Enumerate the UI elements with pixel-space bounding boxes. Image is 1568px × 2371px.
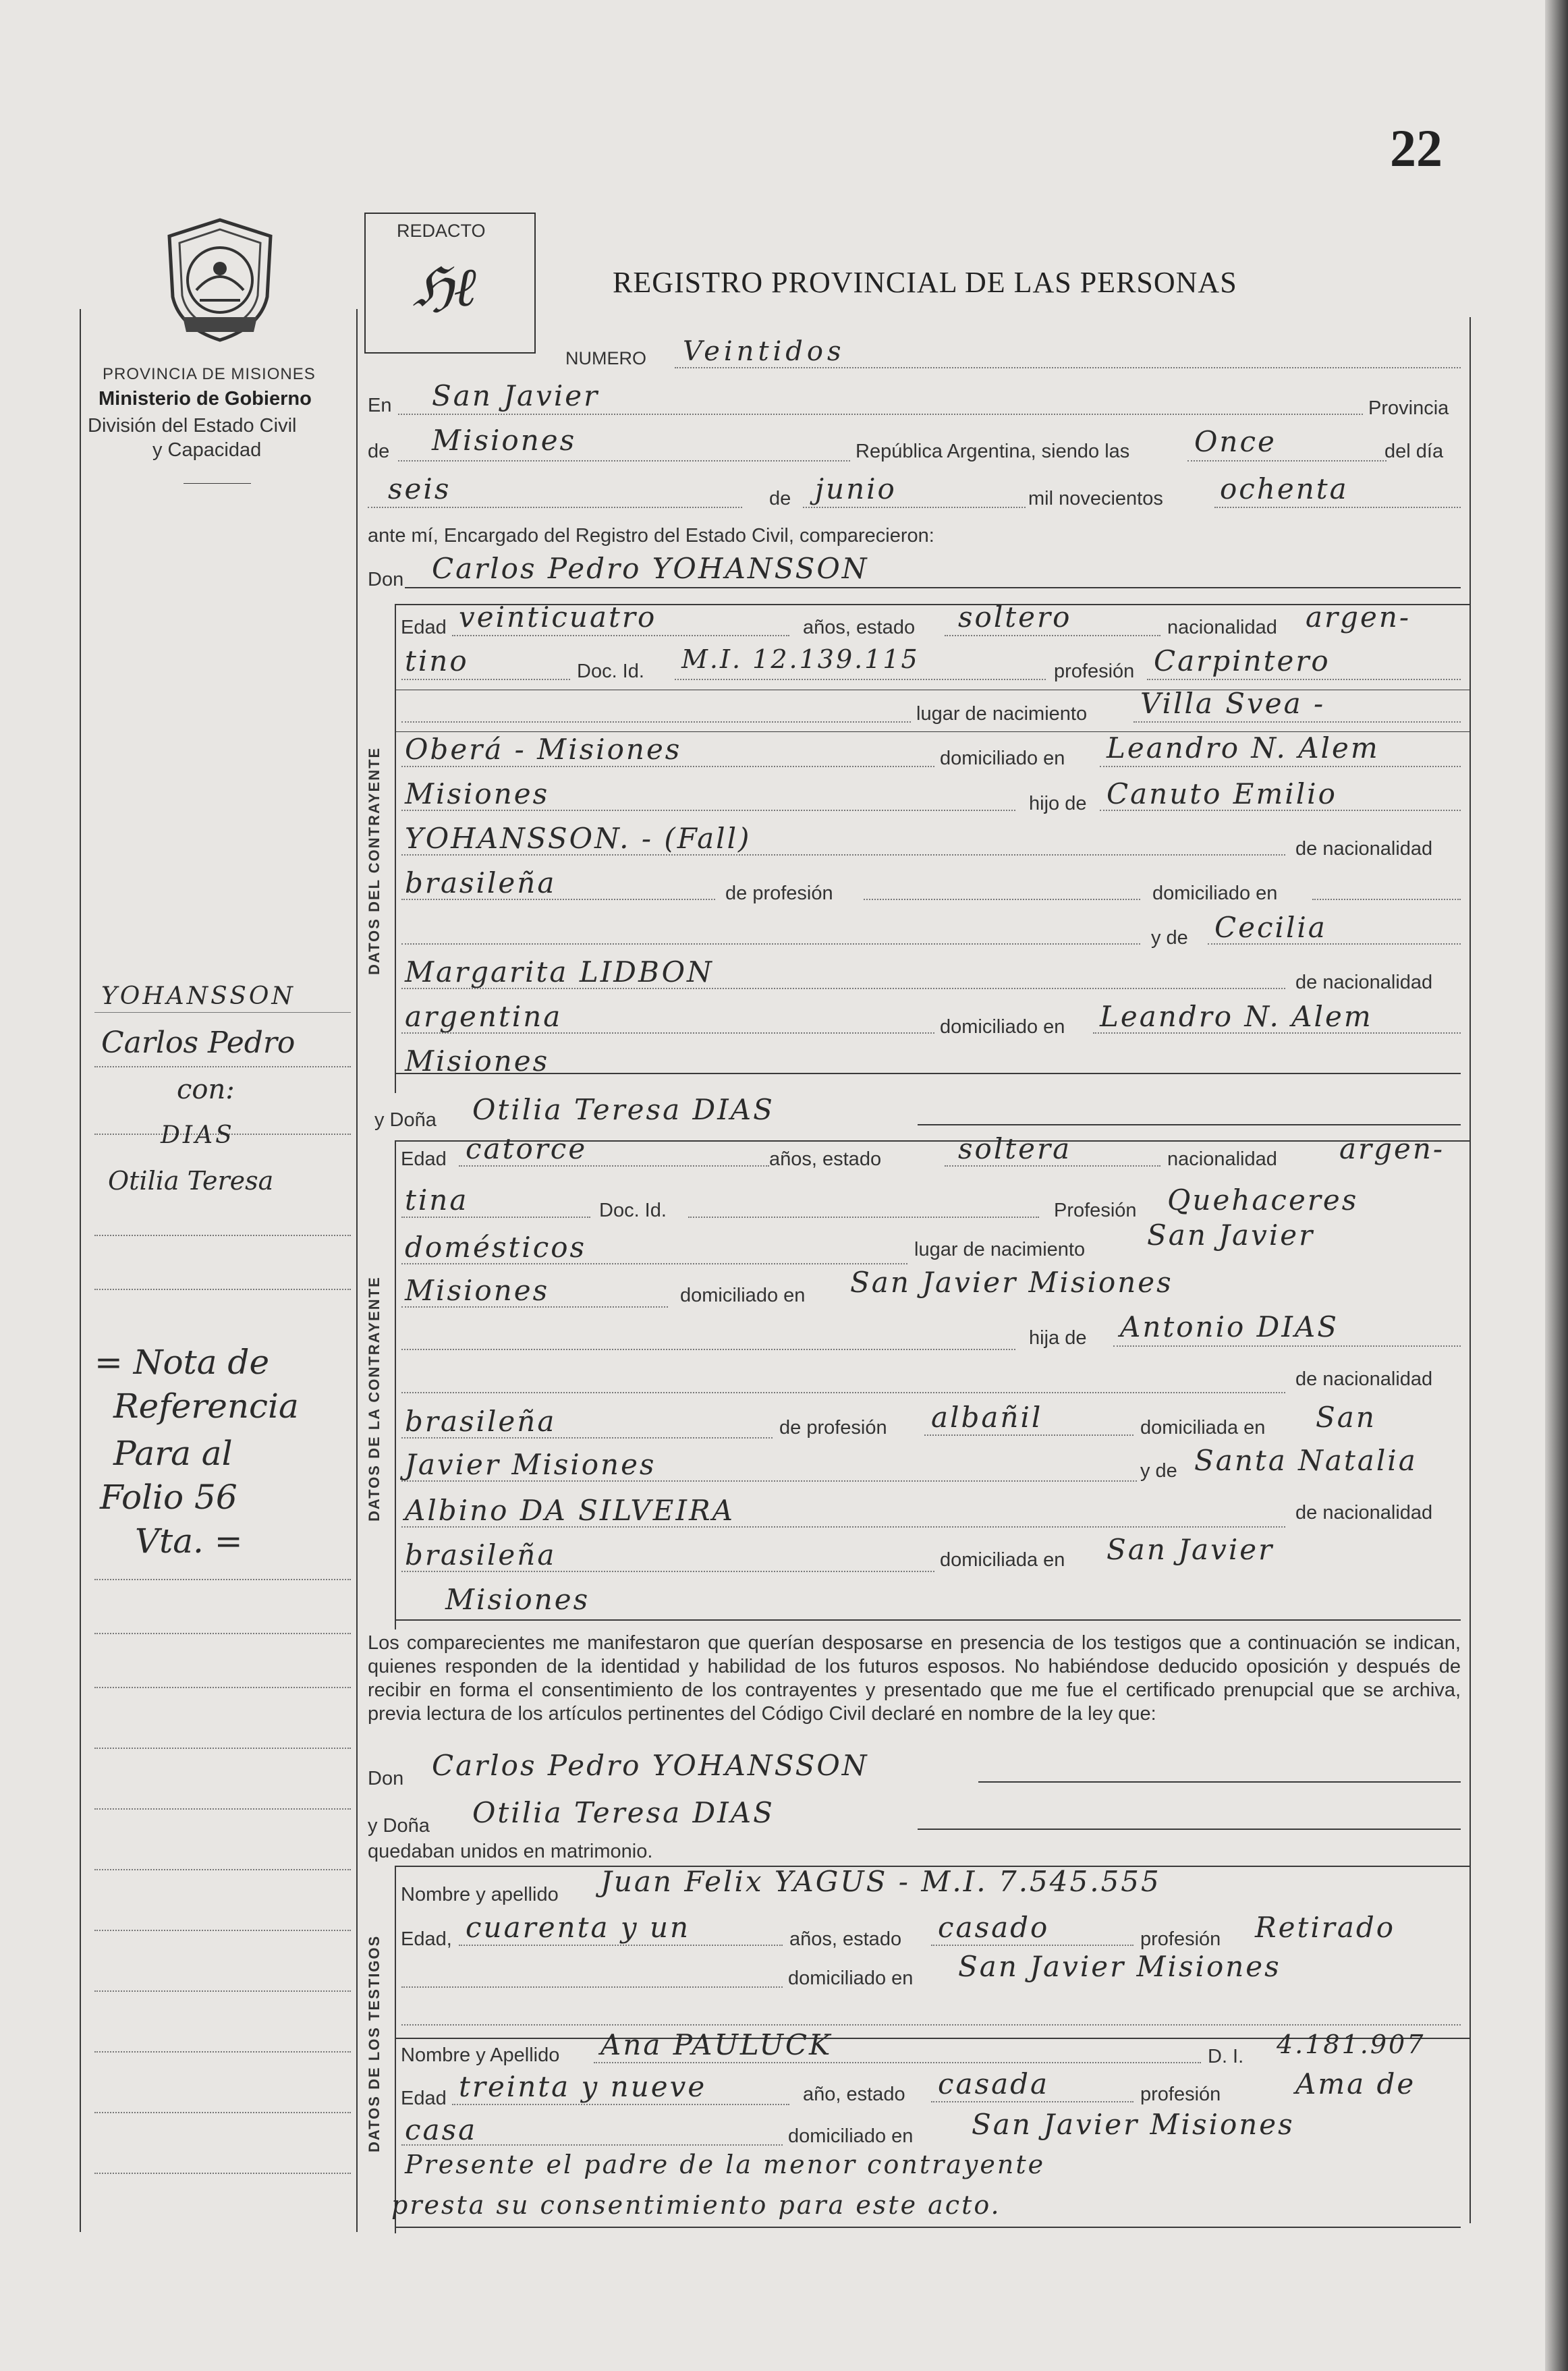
act-day: seis (388, 472, 451, 505)
label-edad: Edad (401, 2088, 447, 2109)
bride-fnat-lead (401, 1392, 1285, 1393)
margin-rule (94, 1808, 351, 1810)
margin-groom-given: Carlos Pedro (101, 1026, 296, 1060)
margin-rule (94, 1633, 351, 1634)
groom-dom2-rule (401, 810, 1015, 811)
witness1-profession: Retirado (1255, 1911, 1396, 1944)
bride-prof2-rule (401, 1263, 907, 1264)
bride-father-rule (1113, 1345, 1461, 1347)
margin-rule (94, 2173, 351, 2174)
label-del-dia: del día (1384, 441, 1444, 462)
witness-block-bottom (395, 2227, 1461, 2228)
label-nacionalidad: nacionalidad (1167, 1148, 1277, 1170)
act-number: Veintidos (683, 336, 845, 367)
mes-rule (803, 507, 1026, 508)
groom-doc-rule (675, 679, 1046, 680)
label-domiciliado-en: domiciliado en (940, 748, 1065, 769)
groom-father2-rule (401, 854, 1285, 856)
de-rule (398, 460, 850, 462)
groom-mother-address-1: Leandro N. Alem (1100, 1000, 1373, 1033)
groom-lugar-rule (1133, 721, 1461, 723)
label-anos-estado: años, estado (803, 617, 916, 638)
act-hour: Once (1194, 425, 1277, 458)
label-nacionalidad: nacionalidad (1167, 617, 1277, 638)
label-don: Don (368, 569, 404, 590)
groom-age-rule (452, 635, 789, 636)
label-lugar-nacimiento: lugar de nacimiento (916, 703, 1088, 725)
groom-address-2: Misiones (405, 777, 550, 810)
groom-block-bottom (395, 1073, 1461, 1074)
label-anos-estado: años, estado (789, 1928, 902, 1950)
w1-dom-lead (401, 1986, 783, 1988)
statement-paragraph: Los comparecientes me manifestaron que querían desposarse en presencia de los testigos que a continuación se indican, quienes responden de la identidad y habilidad de los futuros esposos. No habiéndose deducido oposición y después de recibir en forma el consentimiento de los contrayentes y presentado que me fue el certificado prenupcial que se archiva, previa lectura de los artículos pertinentes del Código Civil declaré en nombre de la ley que: (368, 1632, 1461, 1725)
bride-fdom2-rule (401, 1480, 1137, 1482)
label-don: Don (368, 1768, 404, 1789)
groom-mother2-rule (401, 988, 1285, 989)
bride-status-rule (945, 1165, 1160, 1167)
label-datos-contrayente: DATOS DEL CONTRAYENTE (366, 746, 383, 975)
label-en: En (368, 395, 392, 416)
margin-rule (94, 1748, 351, 1749)
bride-age: catorce (466, 1132, 588, 1165)
label-domiciliado-en: domiciliado en (1152, 883, 1278, 904)
decl-don-rule (978, 1781, 1461, 1783)
bride-mother-2: Albino DA SILVEIRA (405, 1494, 735, 1527)
margin-rule (94, 1066, 351, 1067)
margin-note-line2: Referencia (113, 1387, 299, 1426)
bride-block-bottom (395, 1619, 1461, 1621)
label-numero: NUMERO (565, 348, 646, 368)
witness-block-left (395, 1866, 396, 2233)
bride-mother-nationality: brasileña (405, 1538, 557, 1571)
consent-note-line1: Presente el padre de la menor contrayente (405, 2150, 1046, 2179)
label-de-nacionalidad: de nacionalidad (1295, 838, 1433, 860)
don-rule (405, 587, 1461, 588)
groom-mnat-rule (401, 1032, 934, 1034)
label-de-profesion: de profesión (725, 883, 833, 904)
form-right-border (1469, 317, 1471, 2223)
bride-mother-address-2: Misiones (445, 1583, 590, 1616)
bride-mnat-rule (401, 1571, 934, 1572)
margin-rule (94, 1869, 351, 1870)
groom-fprof-rule (864, 899, 1140, 900)
groom-dom-rule (1100, 766, 1461, 767)
label-edad-comma: Edad, (401, 1928, 452, 1950)
label-profesion-uc: Profesión (1054, 1200, 1137, 1221)
groom-father-rule (1100, 810, 1461, 811)
bride-father-profession: albañil (931, 1401, 1043, 1434)
groom-fdom2-rule (401, 943, 1140, 945)
label-datos-la-contrayente: DATOS DE LA CONTRAYENTE (366, 1276, 383, 1522)
label-domiciliada-en: domiciliada en (940, 1549, 1065, 1571)
margin-rule (94, 1235, 351, 1236)
label-de-profesion: de profesión (779, 1417, 887, 1439)
witness2-profession-1: Ama de (1295, 2067, 1416, 2100)
bride-profession-2: domésticos (405, 1231, 587, 1264)
margin-con: con: (177, 1074, 235, 1105)
groom-father-2: YOHANSSON. - (Fall) (405, 822, 752, 855)
office-province: PROVINCIA DE MISIONES (103, 365, 316, 383)
bride-mother-1: Santa Natalia (1194, 1444, 1418, 1477)
bride-lugar2-rule (401, 1306, 668, 1308)
margin-note-line5: Vta. = (135, 1522, 243, 1561)
label-domiciliado-en: domiciliado en (680, 1285, 806, 1306)
bride-father-lead (401, 1349, 1015, 1350)
bride-name: Otilia Teresa DIAS (472, 1093, 775, 1126)
w2-prof2-rule (401, 2144, 783, 2146)
margin-bride-given: Otilia Teresa (108, 1166, 274, 1196)
label-domiciliado-en: domiciliado en (788, 1968, 914, 1989)
groom-fdom-rule (1312, 899, 1461, 900)
declared-groom: Carlos Pedro YOHANSSON (432, 1749, 869, 1782)
anio-rule (1214, 507, 1461, 508)
bride-fprof-rule (924, 1434, 1133, 1436)
bride-nationality-1: argen- (1339, 1132, 1445, 1165)
bride-status: soltera (958, 1132, 1072, 1165)
bride-nationality-2: tina (405, 1183, 469, 1217)
groom-mother-address-2: Misiones (405, 1044, 550, 1078)
redacto-box (364, 213, 536, 354)
bride-age-rule (459, 1165, 769, 1167)
office-division: División del Estado Civil (88, 415, 297, 437)
bride-profession: Quehaceres (1167, 1183, 1359, 1217)
margin-rule (94, 1990, 351, 1992)
label-edad: Edad (401, 617, 447, 638)
groom-lugar-lead (401, 721, 911, 723)
bride-block-left (395, 1140, 396, 1629)
dona-rule (918, 1124, 1461, 1125)
label-profesion: profesión (1140, 2084, 1221, 2105)
bride-nat-rule (401, 1217, 590, 1218)
act-place: San Javier (432, 379, 600, 412)
provincial-seal-icon (159, 216, 281, 344)
label-nombre-apellido-2: Nombre y Apellido (401, 2044, 560, 2066)
label-ante-mi: ante mí, Encargado del Registro del Estado Civil, comparecieron: (368, 525, 934, 547)
margin-rule (94, 1687, 351, 1688)
margin-groom-surname: YOHANSSON (101, 982, 296, 1010)
margin-column-left-border (80, 309, 81, 2232)
w1-status-rule (931, 1945, 1133, 1946)
bride-father-address-2: Javier Misiones (405, 1448, 656, 1481)
document-title: REGISTRO PROVINCIAL DE LAS PERSONAS (613, 266, 1237, 299)
groom-fnat-rule (401, 899, 715, 900)
bride-mother2-rule (401, 1526, 1285, 1528)
margin-rule (94, 1012, 351, 1013)
label-de-nacionalidad: de nacionalidad (1295, 1368, 1433, 1390)
label-hija-de: hija de (1029, 1327, 1087, 1349)
label-y-de: y de (1140, 1460, 1177, 1482)
label-anos-estado: años, estado (769, 1148, 882, 1170)
groom-prof-rule (1147, 679, 1461, 680)
label-hijo-de: hijo de (1029, 793, 1087, 814)
groom-status: soltero (958, 601, 1072, 634)
groom-mother-nationality: argentina (405, 1000, 563, 1033)
en-rule (398, 414, 1363, 415)
groom-mother-rule (1208, 943, 1461, 945)
groom-nationality-2: tino (405, 644, 469, 677)
redacto-label: REDACTO (397, 221, 486, 241)
hora-rule (1187, 460, 1387, 462)
dia-rule (368, 507, 742, 508)
witness2-address: San Javier Misiones (972, 2108, 1295, 2141)
witness1-age: cuarenta y un (466, 1911, 691, 1944)
margin-column-right-border (356, 309, 358, 2232)
label-doc-id: Doc. Id. (577, 661, 644, 682)
office-ministry: Ministerio de Gobierno (99, 388, 312, 410)
groom-mother-2: Margarita LIDBON (405, 955, 714, 988)
office-divider (184, 483, 251, 484)
margin-rule (94, 1289, 351, 1290)
margin-rule (94, 2051, 351, 2053)
margin-rule (94, 1930, 351, 1931)
groom-lugar2-rule (401, 766, 934, 767)
margin-note-line3: Para al (113, 1434, 233, 1473)
bride-fnat-rule (401, 1437, 773, 1439)
margin-note-line1: = Nota de (94, 1343, 270, 1382)
label-datos-testigos: DATOS DE LOS TESTIGOS (366, 1934, 383, 2152)
label-lugar-nacimiento: lugar de nacimiento (914, 1239, 1086, 1260)
bride-doc-rule (688, 1217, 1039, 1218)
groom-block-left (395, 604, 396, 1093)
label-nombre-apellido: Nombre y apellido (401, 1884, 559, 1905)
bride-father-nationality: brasileña (405, 1405, 557, 1438)
label-doc-id: Doc. Id. (599, 1200, 667, 1221)
label-domiciliado-en: domiciliado en (788, 2125, 914, 2147)
witness2-age: treinta y nueve (459, 2070, 707, 2103)
consent-note-line2: presta su consentimiento para este acto. (391, 2190, 1001, 2220)
numero-rule (675, 367, 1461, 368)
label-edad: Edad (401, 1148, 447, 1170)
act-province: Misiones (432, 424, 577, 457)
bride-birthplace: San Javier (1147, 1219, 1315, 1252)
declared-bride: Otilia Teresa DIAS (472, 1796, 775, 1829)
w1-dom-rule (401, 2024, 1461, 2026)
label-de-month: de (769, 488, 791, 509)
label-de: de (368, 441, 390, 462)
bride-father-address-1: San (1316, 1401, 1376, 1434)
label-y-de: y de (1151, 927, 1188, 949)
margin-rule (94, 1579, 351, 1580)
label-profesion: profesión (1054, 661, 1135, 682)
label-de-nacionalidad: de nacionalidad (1295, 1502, 1433, 1524)
margin-rule (94, 2112, 351, 2113)
w2-name-rule (594, 2062, 1201, 2063)
label-republica: República Argentina, siendo las (856, 441, 1130, 462)
label-domiciliado-en: domiciliado en (940, 1016, 1065, 1038)
witness2-name: Ana PAULUCK (600, 2028, 833, 2061)
label-y-dona: y Doña (374, 1109, 437, 1131)
groom-father-nationality: brasileña (405, 866, 557, 899)
act-month: junio (815, 472, 897, 505)
groom-birthplace-2: Oberá - Misiones (405, 733, 682, 766)
margin-bride-surname: DIAS (161, 1121, 235, 1149)
margin-note-line4: Folio 56 (100, 1478, 237, 1517)
groom-age: veinticuatro (459, 601, 657, 634)
groom-address-1: Leandro N. Alem (1107, 731, 1380, 764)
office-capacity: y Capacidad (152, 439, 262, 461)
groom-name: Carlos Pedro YOHANSSON (432, 552, 869, 585)
groom-nat-rule (401, 679, 570, 680)
witness2-profession-2: casa (405, 2113, 478, 2146)
label-ano-estado: año, estado (803, 2084, 905, 2105)
act-year: ochenta (1220, 472, 1349, 505)
groom-status-rule (945, 635, 1160, 636)
groom-mother-1: Cecilia (1214, 911, 1327, 944)
bride-address: San Javier Misiones (850, 1266, 1173, 1299)
label-di: D. I. (1208, 2046, 1244, 2067)
groom-mdom-rule (1093, 1032, 1461, 1034)
groom-father-1: Canuto Emilio (1107, 777, 1337, 810)
bride-father: Antonio DIAS (1120, 1310, 1339, 1343)
w1-age-rule (459, 1945, 783, 1946)
w2-status-rule (931, 2101, 1133, 2102)
page-number: 22 (1390, 119, 1443, 177)
label-provincia: Provincia (1368, 397, 1449, 419)
decl-dona-rule (918, 1829, 1461, 1830)
groom-nationality-1: argen- (1306, 601, 1411, 634)
bride-mother-address-1: San Javier (1107, 1533, 1275, 1566)
label-mil-novecientos: mil novecientos (1028, 488, 1163, 509)
bride-birthplace-2: Misiones (405, 1274, 550, 1307)
label-de-nacionalidad: de nacionalidad (1295, 972, 1433, 993)
w2-age-rule (452, 2104, 789, 2105)
label-domiciliada-en: domiciliada en (1140, 1417, 1266, 1439)
witness1-name: Juan Felix YAGUS - M.I. 7.545.555 (600, 1865, 1161, 1898)
witness1-status: casado (938, 1911, 1050, 1944)
label-profesion: profesión (1140, 1928, 1221, 1950)
groom-birthplace-1: Villa Svea - (1140, 687, 1326, 720)
witness1-address: San Javier Misiones (958, 1950, 1281, 1983)
book-binding-edge (1545, 0, 1568, 2371)
groom-profession: Carpintero (1154, 644, 1331, 677)
witness2-di: 4.181.907 (1277, 2030, 1426, 2059)
label-y-dona: y Doña (368, 1815, 430, 1837)
label-quedaban: quedaban unidos en matrimonio. (368, 1841, 653, 1862)
groom-doc: M.I. 12.139.115 (681, 644, 920, 674)
redacto-initials: ℌℓ (413, 256, 476, 318)
witness2-status: casada (938, 2067, 1050, 2100)
